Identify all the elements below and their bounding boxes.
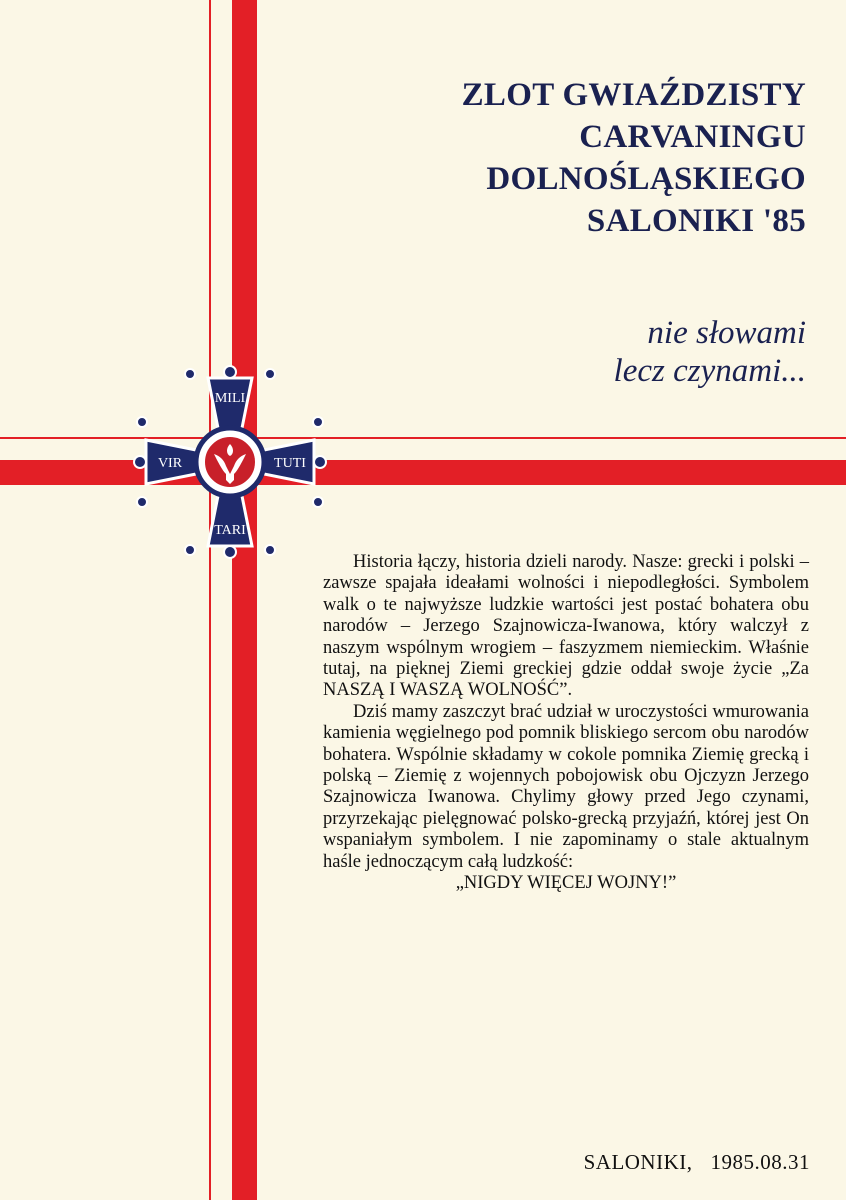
emblem-bottom-text: TARI bbox=[214, 523, 246, 538]
motto-line: lecz czynami... bbox=[613, 353, 806, 389]
page-title bbox=[286, 74, 806, 242]
title-line: ZLOT GWIAŹDZISTY bbox=[461, 77, 806, 113]
motto-line: nie słowami bbox=[647, 315, 806, 351]
cross-emblem-svg bbox=[130, 362, 330, 562]
slogan: „NIGDY WIĘCEJ WOJNY!” bbox=[455, 873, 677, 894]
footer-place-date bbox=[584, 1150, 810, 1175]
motto bbox=[386, 314, 806, 390]
virtuti-militari-cross-icon bbox=[130, 362, 330, 562]
vertical-thin-line bbox=[209, 0, 211, 1200]
footer-place: SALONIKI, bbox=[583, 1150, 693, 1174]
title-line: SALONIKI '85 bbox=[586, 203, 806, 239]
title-line: DOLNOŚLĄSKIEGO bbox=[486, 161, 806, 197]
horizontal-red-band bbox=[0, 460, 846, 485]
emblem-left-text: VIR bbox=[157, 456, 183, 471]
vertical-red-band bbox=[232, 0, 257, 1200]
body-text bbox=[323, 552, 809, 895]
emblem-top-text: MILI bbox=[214, 391, 246, 406]
horizontal-thin-line bbox=[0, 437, 846, 439]
emblem-right-text: TUTI bbox=[274, 456, 306, 471]
body-paragraph: Dziś mamy zaszczyt brać udział w uroczystości wmurowania kamienia węgielnego pod pomnik bliskiego sercom obu narodów bohatera. Wspólnie składamy w cokole pomnika Ziemię grecką i polską – Ziemię z wojennych pobojowisk obu Ojczyzn Jerzego Szajnowicza Iwanowa. Chylimy głowy przed Jego czynami, przyrzekając pielęgnować polsko-grecką przyjaźń, której jest On wspaniałym symbolem. I nie zapominamy o stale aktualnym haśle jednoczącym całą ludzkość: bbox=[323, 701, 809, 872]
body-paragraph: Historia łączy, historia dzieli narody. Nasze: grecki i polski – zawsze spajała ideałami wolności i niepodległości. Symbolem walk o te najwyższe ludzkie wartości jest postać bohatera obu narodów – Jerzego Szajnowicza-Iwanowa, który walczył z naszym wspólnym wrogiem – faszyzmem niemieckim. Właśnie tutaj, na pięknej Ziemi greckiej gdzie oddał swoje życie „Za NASZĄ I WASZĄ WOLNOŚĆ”. bbox=[323, 552, 809, 701]
title-line: CARVANINGU bbox=[579, 119, 806, 155]
footer-date: 1985.08.31 bbox=[710, 1150, 810, 1174]
